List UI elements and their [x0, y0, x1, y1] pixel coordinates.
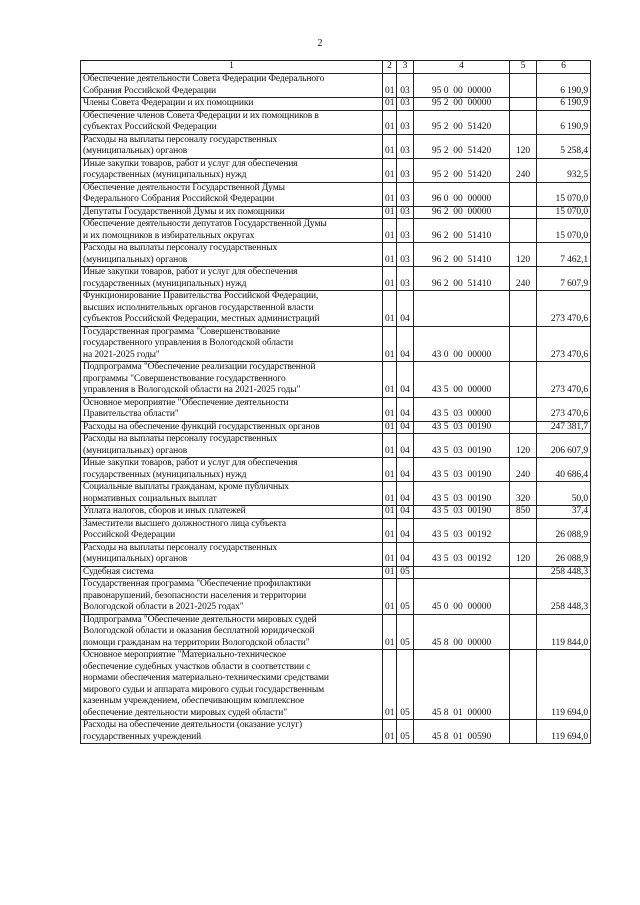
- row-expense-type: 850: [510, 506, 537, 519]
- row-section-code: 01: [383, 243, 397, 267]
- row-amount: 6 190,9: [537, 110, 591, 134]
- row-expense-type: [510, 566, 537, 579]
- row-name: Заместители высшего должностного лица субъекта Российской Федерации: [81, 518, 383, 542]
- row-amount: 273 470,6: [537, 291, 591, 327]
- table-row: [81, 291, 591, 327]
- row-expense-type: [510, 650, 537, 720]
- row-subsection-code: 03: [397, 74, 414, 98]
- table-row: [81, 98, 591, 111]
- row-amount: 932,5: [537, 158, 591, 182]
- row-expense-type: [510, 219, 537, 243]
- row-amount: 7 607,9: [537, 267, 591, 291]
- row-subsection-code: 03: [397, 110, 414, 134]
- row-section-code: 01: [383, 362, 397, 398]
- row-amount: 247 381,7: [537, 421, 591, 434]
- row-name: Расходы на выплаты персоналу государственных (муниципальных) органов: [81, 243, 383, 267]
- row-target-code: 43 5 03 00192: [414, 518, 510, 542]
- row-section-code: 01: [383, 206, 397, 219]
- row-section-code: 01: [383, 267, 397, 291]
- table-row: [81, 614, 591, 650]
- table-row: [81, 434, 591, 458]
- row-section-code: 01: [383, 579, 397, 615]
- row-name: Обеспечение деятельности депутатов Государственной Думы и их помощников в избирательных округах: [81, 219, 383, 243]
- row-section-code: 01: [383, 158, 397, 182]
- row-amount: 273 470,6: [537, 397, 591, 421]
- row-name: Подпрограмма "Обеспечение деятельности мировых судей Вологодской области и оказания бесплатной юридической помощи гражданам на территории Вологодской области": [81, 614, 383, 650]
- table-row: [81, 267, 591, 291]
- row-name: Основное мероприятие "Материально-техническое обеспечение судебных участков области в соответствии с нормами обеспечения материально-техническими средствами мирового судьи и аппарата мирового судьи государственным казенным учреждением, обеспечивающим комплексное обеспечение деятельности мировых судей области": [81, 650, 383, 720]
- row-target-code: 95 2 00 51420: [414, 158, 510, 182]
- row-subsection-code: 03: [397, 243, 414, 267]
- row-section-code: 01: [383, 542, 397, 566]
- row-amount: 50,0: [537, 482, 591, 506]
- row-section-code: 01: [383, 421, 397, 434]
- table-row: [81, 158, 591, 182]
- row-amount: 273 470,6: [537, 362, 591, 398]
- row-amount: 6 190,9: [537, 98, 591, 111]
- table-row: [81, 650, 591, 720]
- row-target-code: 43 5 03 00190: [414, 506, 510, 519]
- table-row: [81, 182, 591, 206]
- row-section-code: 01: [383, 614, 397, 650]
- table-row: [81, 243, 591, 267]
- row-target-code: 96 2 00 51410: [414, 219, 510, 243]
- row-section-code: 01: [383, 182, 397, 206]
- row-subsection-code: 03: [397, 158, 414, 182]
- row-name: Социальные выплаты гражданам, кроме публичных нормативных социальных выплат: [81, 482, 383, 506]
- col-header-section: 2: [383, 61, 397, 74]
- row-name: Члены Совета Федерации и их помощники: [81, 98, 383, 111]
- row-amount: 273 470,6: [537, 326, 591, 362]
- row-subsection-code: 04: [397, 506, 414, 519]
- table-body: [81, 74, 591, 744]
- row-subsection-code: 03: [397, 219, 414, 243]
- row-name: Государственная программа "Обеспечение профилактики правонарушений, безопасности населения и территории Вологодской области в 2021-2025 годах": [81, 579, 383, 615]
- row-expense-type: [510, 182, 537, 206]
- row-target-code: 95 0 00 00000: [414, 74, 510, 98]
- row-target-code: [414, 566, 510, 579]
- row-name: Расходы на выплаты персоналу государственных (муниципальных) органов: [81, 542, 383, 566]
- row-target-code: 96 2 00 00000: [414, 206, 510, 219]
- row-amount: 119 694,0: [537, 650, 591, 720]
- row-amount: 119 694,0: [537, 720, 591, 744]
- row-section-code: 01: [383, 397, 397, 421]
- row-target-code: [414, 291, 510, 327]
- row-expense-type: [510, 206, 537, 219]
- row-amount: 40 686,4: [537, 458, 591, 482]
- row-section-code: 01: [383, 720, 397, 744]
- row-target-code: 96 2 00 51410: [414, 243, 510, 267]
- row-expense-type: 320: [510, 482, 537, 506]
- row-target-code: 45 8 01 00590: [414, 720, 510, 744]
- row-expense-type: [510, 518, 537, 542]
- row-section-code: 01: [383, 219, 397, 243]
- row-name: Иные закупки товаров, работ и услуг для обеспечения государственных (муниципальных) нужд: [81, 267, 383, 291]
- table-row: [81, 110, 591, 134]
- row-target-code: 43 5 00 00000: [414, 362, 510, 398]
- row-subsection-code: 04: [397, 458, 414, 482]
- row-subsection-code: 03: [397, 267, 414, 291]
- row-expense-type: 240: [510, 267, 537, 291]
- row-amount: 7 462,1: [537, 243, 591, 267]
- table-row: [81, 579, 591, 615]
- row-name: Иные закупки товаров, работ и услуг для обеспечения государственных (муниципальных) нужд: [81, 158, 383, 182]
- row-subsection-code: 03: [397, 134, 414, 158]
- row-section-code: 01: [383, 74, 397, 98]
- row-expense-type: [510, 720, 537, 744]
- col-header-name: 1: [81, 61, 383, 74]
- row-subsection-code: 03: [397, 182, 414, 206]
- row-section-code: 01: [383, 566, 397, 579]
- row-target-code: 95 2 00 00000: [414, 98, 510, 111]
- row-name: Подпрограмма "Обеспечение реализации государственной программы "Совершенствование государственного управления в Вологодской области на 2021-2025 годы": [81, 362, 383, 398]
- row-expense-type: 120: [510, 243, 537, 267]
- row-name: Обеспечение деятельности Государственной Думы Федерального Собрания Российской Федерации: [81, 182, 383, 206]
- row-name: Депутаты Государственной Думы и их помощники: [81, 206, 383, 219]
- row-name: Обеспечение членов Совета Федерации и их помощников в субъектах Российской Федерации: [81, 110, 383, 134]
- row-section-code: 01: [383, 518, 397, 542]
- row-target-code: 95 2 00 51420: [414, 110, 510, 134]
- row-subsection-code: 05: [397, 566, 414, 579]
- row-section-code: 01: [383, 291, 397, 327]
- row-expense-type: 240: [510, 158, 537, 182]
- row-target-code: 43 5 03 00190: [414, 434, 510, 458]
- row-amount: 5 258,4: [537, 134, 591, 158]
- row-name: Основное мероприятие "Обеспечение деятельности Правительства области": [81, 397, 383, 421]
- row-amount: 206 607,9: [537, 434, 591, 458]
- row-expense-type: [510, 614, 537, 650]
- table-row: [81, 397, 591, 421]
- table-row: [81, 458, 591, 482]
- row-name: Расходы на обеспечение функций государственных органов: [81, 421, 383, 434]
- row-expense-type: [510, 326, 537, 362]
- table-row: [81, 134, 591, 158]
- row-subsection-code: 04: [397, 434, 414, 458]
- row-section-code: 01: [383, 458, 397, 482]
- row-target-code: 43 5 03 00000: [414, 397, 510, 421]
- row-target-code: 45 0 00 00000: [414, 579, 510, 615]
- budget-table: [80, 60, 591, 744]
- table-row: [81, 482, 591, 506]
- row-section-code: 01: [383, 434, 397, 458]
- row-expense-type: 240: [510, 458, 537, 482]
- table-row: [81, 506, 591, 519]
- row-target-code: 96 2 00 51410: [414, 267, 510, 291]
- row-target-code: 43 5 03 00190: [414, 458, 510, 482]
- row-section-code: 01: [383, 650, 397, 720]
- row-name: Расходы на выплаты персоналу государственных (муниципальных) органов: [81, 434, 383, 458]
- row-subsection-code: 04: [397, 421, 414, 434]
- row-target-code: 96 0 00 00000: [414, 182, 510, 206]
- row-name: Расходы на выплаты персоналу государственных (муниципальных) органов: [81, 134, 383, 158]
- row-subsection-code: 04: [397, 397, 414, 421]
- row-amount: 15 070,0: [537, 219, 591, 243]
- table-row: [81, 720, 591, 744]
- row-target-code: 45 8 01 00000: [414, 650, 510, 720]
- row-target-code: 43 5 03 00190: [414, 482, 510, 506]
- row-subsection-code: 05: [397, 614, 414, 650]
- row-expense-type: [510, 74, 537, 98]
- row-amount: 15 070,0: [537, 182, 591, 206]
- row-amount: 37,4: [537, 506, 591, 519]
- row-name: Расходы на обеспечение деятельности (оказание услуг) государственных учреждений: [81, 720, 383, 744]
- col-header-target-code: 4: [414, 61, 510, 74]
- row-amount: 258 448,3: [537, 566, 591, 579]
- table-header-row: [81, 61, 591, 74]
- row-expense-type: 120: [510, 542, 537, 566]
- row-section-code: 01: [383, 110, 397, 134]
- row-target-code: 45 8 00 00000: [414, 614, 510, 650]
- row-amount: 6 190,9: [537, 74, 591, 98]
- row-subsection-code: 04: [397, 326, 414, 362]
- table-row: [81, 362, 591, 398]
- row-subsection-code: 05: [397, 579, 414, 615]
- table-row: [81, 74, 591, 98]
- row-name: Государственная программа "Совершенствование государственного управления в Вологодской области на 2021-2025 годы": [81, 326, 383, 362]
- row-amount: 119 844,0: [537, 614, 591, 650]
- row-section-code: 01: [383, 326, 397, 362]
- row-subsection-code: 04: [397, 482, 414, 506]
- row-subsection-code: 05: [397, 720, 414, 744]
- row-amount: 26 088,9: [537, 542, 591, 566]
- row-expense-type: [510, 579, 537, 615]
- table-row: [81, 421, 591, 434]
- col-header-expense-type: 5: [510, 61, 537, 74]
- col-header-subsection: 3: [397, 61, 414, 74]
- row-subsection-code: 04: [397, 518, 414, 542]
- table-row: [81, 206, 591, 219]
- row-subsection-code: 04: [397, 542, 414, 566]
- table-row: [81, 219, 591, 243]
- row-name: Иные закупки товаров, работ и услуг для обеспечения государственных (муниципальных) нужд: [81, 458, 383, 482]
- row-section-code: 01: [383, 482, 397, 506]
- row-section-code: 01: [383, 134, 397, 158]
- row-expense-type: [510, 291, 537, 327]
- table-row: [81, 326, 591, 362]
- row-target-code: 43 5 03 00190: [414, 421, 510, 434]
- row-expense-type: 120: [510, 134, 537, 158]
- row-name: Обеспечение деятельности Совета Федерации Федерального Собрания Российской Федерации: [81, 74, 383, 98]
- row-subsection-code: 04: [397, 362, 414, 398]
- row-amount: 15 070,0: [537, 206, 591, 219]
- row-expense-type: [510, 98, 537, 111]
- row-target-code: 95 2 00 51420: [414, 134, 510, 158]
- row-name: Судебная система: [81, 566, 383, 579]
- row-expense-type: 120: [510, 434, 537, 458]
- row-subsection-code: 05: [397, 650, 414, 720]
- table-row: [81, 566, 591, 579]
- row-section-code: 01: [383, 506, 397, 519]
- row-amount: 26 088,9: [537, 518, 591, 542]
- row-expense-type: [510, 397, 537, 421]
- row-expense-type: [510, 421, 537, 434]
- col-header-amount: 6: [537, 61, 591, 74]
- row-subsection-code: 03: [397, 98, 414, 111]
- row-name: Функционирование Правительства Российской Федерации, высших исполнительных органов государственной власти субъектов Российской Федерации, местных администраций: [81, 291, 383, 327]
- page-number: 2: [317, 38, 323, 49]
- row-amount: 258 448,3: [537, 579, 591, 615]
- row-section-code: 01: [383, 98, 397, 111]
- table-row: [81, 518, 591, 542]
- row-name: Уплата налогов, сборов и иных платежей: [81, 506, 383, 519]
- table-row: [81, 542, 591, 566]
- row-target-code: 43 0 00 00000: [414, 326, 510, 362]
- row-expense-type: [510, 110, 537, 134]
- row-target-code: 43 5 03 00192: [414, 542, 510, 566]
- row-expense-type: [510, 362, 537, 398]
- row-subsection-code: 04: [397, 291, 414, 327]
- row-subsection-code: 03: [397, 206, 414, 219]
